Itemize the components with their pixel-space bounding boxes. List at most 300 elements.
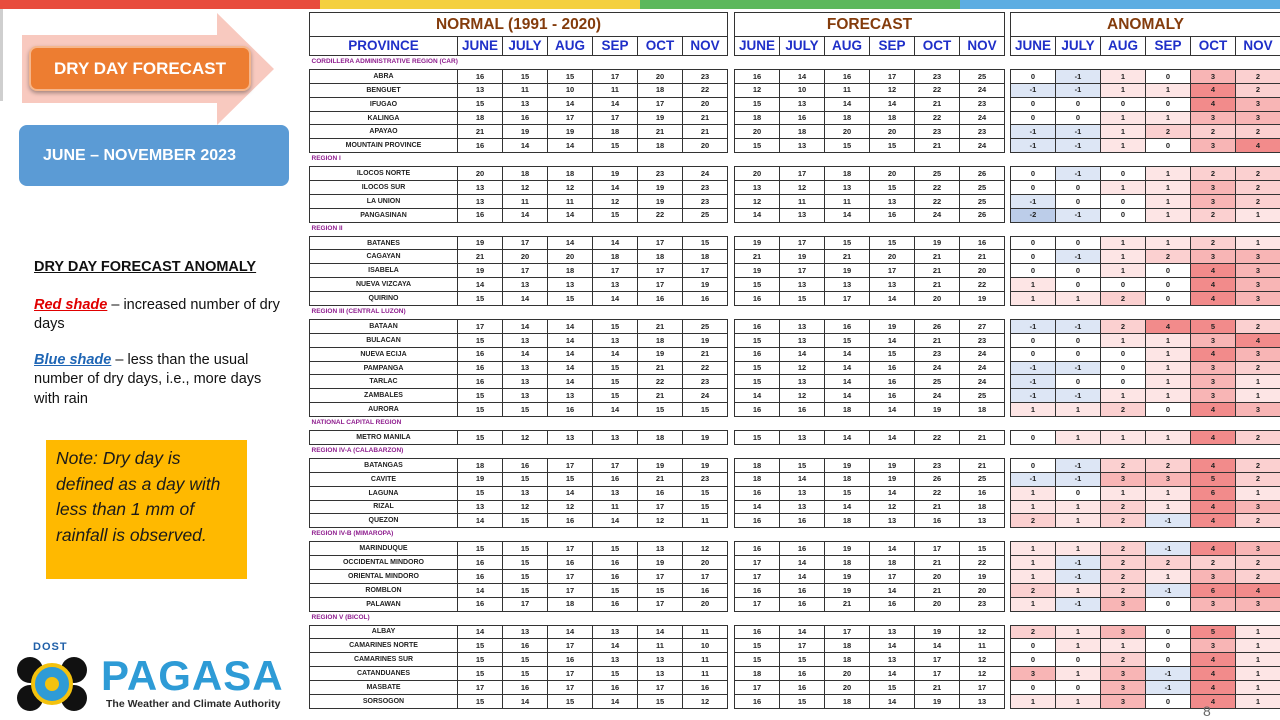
anomaly-value: 0 bbox=[1011, 639, 1056, 653]
table-row bbox=[310, 264, 728, 278]
table-row bbox=[735, 167, 1005, 181]
anomaly-value: 2 bbox=[1011, 514, 1056, 528]
normal-value: 12 bbox=[503, 431, 548, 445]
anomaly-value: 1 bbox=[1011, 403, 1056, 417]
forecast-value: 20 bbox=[825, 125, 870, 139]
normal-value: 15 bbox=[503, 569, 548, 583]
anomaly-value: 3 bbox=[1101, 625, 1146, 639]
table-row bbox=[735, 681, 1005, 695]
anomaly-value: 3 bbox=[1191, 181, 1236, 195]
anomaly-value: 1 bbox=[1056, 667, 1101, 681]
normal-value: 15 bbox=[503, 472, 548, 486]
normal-value: 14 bbox=[593, 347, 638, 361]
normal-value: 19 bbox=[503, 125, 548, 139]
table-row bbox=[310, 111, 728, 125]
normal-value: 11 bbox=[593, 83, 638, 97]
forecast-value: 17 bbox=[780, 167, 825, 181]
table-row bbox=[735, 403, 1005, 417]
normal-value: 17 bbox=[683, 264, 728, 278]
table-row bbox=[310, 556, 728, 570]
forecast-value: 24 bbox=[960, 347, 1005, 361]
table-row bbox=[735, 181, 1005, 195]
table-row bbox=[1011, 278, 1280, 292]
table-row bbox=[735, 236, 1005, 250]
normal-value: 16 bbox=[593, 556, 638, 570]
anomaly-value: 2 bbox=[1236, 472, 1280, 486]
top-color-bar bbox=[0, 0, 1280, 9]
anomaly-value: 3 bbox=[1236, 500, 1280, 514]
table-row bbox=[310, 681, 728, 695]
region-gap-row bbox=[735, 56, 1005, 70]
forecast-value: 15 bbox=[780, 694, 825, 708]
forecast-value: 20 bbox=[870, 167, 915, 181]
anomaly-value: 1 bbox=[1101, 181, 1146, 195]
anomaly-value: 0 bbox=[1056, 194, 1101, 208]
anomaly-value: -1 bbox=[1146, 542, 1191, 556]
forecast-value: 18 bbox=[825, 639, 870, 653]
forecast-value: 19 bbox=[780, 250, 825, 264]
normal-value: 21 bbox=[458, 250, 503, 264]
forecast-value: 24 bbox=[960, 139, 1005, 153]
normal-value: 16 bbox=[548, 403, 593, 417]
region-gap-cell bbox=[1011, 56, 1280, 70]
table-row bbox=[1011, 583, 1280, 597]
normal-value: 15 bbox=[593, 361, 638, 375]
anomaly-value: 2 bbox=[1236, 181, 1280, 195]
anomaly-value: 3 bbox=[1101, 694, 1146, 708]
normal-value: 15 bbox=[593, 542, 638, 556]
anomaly-value: 2 bbox=[1101, 653, 1146, 667]
forecast-value: 22 bbox=[915, 194, 960, 208]
anomaly-value: 0 bbox=[1101, 347, 1146, 361]
anomaly-value: 2 bbox=[1146, 556, 1191, 570]
normal-value: 12 bbox=[593, 194, 638, 208]
forecast-value: 13 bbox=[870, 514, 915, 528]
table-row bbox=[310, 569, 728, 583]
anomaly-value: 1 bbox=[1146, 236, 1191, 250]
forecast-value: 24 bbox=[915, 208, 960, 222]
normal-value: 20 bbox=[503, 250, 548, 264]
table-row bbox=[735, 97, 1005, 111]
normal-value: 18 bbox=[503, 167, 548, 181]
anomaly-value: 0 bbox=[1056, 181, 1101, 195]
normal-value: 19 bbox=[638, 181, 683, 195]
forecast-value: 17 bbox=[825, 292, 870, 306]
anomaly-value: 0 bbox=[1011, 347, 1056, 361]
normal-value: 14 bbox=[593, 694, 638, 708]
normal-value: 12 bbox=[503, 181, 548, 195]
normal-value: 15 bbox=[458, 653, 503, 667]
normal-value: 14 bbox=[503, 139, 548, 153]
anomaly-value: 3 bbox=[1191, 361, 1236, 375]
normal-value: 13 bbox=[458, 194, 503, 208]
table-row bbox=[735, 542, 1005, 556]
table-row bbox=[735, 597, 1005, 611]
normal-value: 11 bbox=[683, 514, 728, 528]
normal-value: 14 bbox=[548, 139, 593, 153]
forecast-value: 15 bbox=[780, 653, 825, 667]
forecast-value: 13 bbox=[735, 181, 780, 195]
normal-value: 17 bbox=[593, 111, 638, 125]
anomaly-value: 1 bbox=[1056, 403, 1101, 417]
forecast-value: 14 bbox=[780, 625, 825, 639]
forecast-value: 16 bbox=[870, 389, 915, 403]
forecast-value: 23 bbox=[960, 97, 1005, 111]
normal-value: 16 bbox=[503, 639, 548, 653]
forecast-value: 24 bbox=[960, 111, 1005, 125]
legend-red-term: Red shade bbox=[34, 296, 108, 313]
forecast-month-header: NOV bbox=[960, 37, 1005, 56]
normal-value: 13 bbox=[638, 542, 683, 556]
anomaly-value: 0 bbox=[1011, 167, 1056, 181]
forecast-value: 14 bbox=[780, 556, 825, 570]
anomaly-value: 1 bbox=[1146, 486, 1191, 500]
anomaly-value: 1 bbox=[1011, 292, 1056, 306]
normal-value: 15 bbox=[593, 319, 638, 333]
normal-value: 20 bbox=[458, 167, 503, 181]
forecast-value: 16 bbox=[735, 583, 780, 597]
forecast-value: 17 bbox=[960, 681, 1005, 695]
table-row bbox=[735, 139, 1005, 153]
normal-value: 13 bbox=[638, 653, 683, 667]
forecast-value: 19 bbox=[960, 569, 1005, 583]
anomaly-value: 0 bbox=[1011, 264, 1056, 278]
table-row bbox=[310, 500, 728, 514]
anomaly-value: 0 bbox=[1056, 486, 1101, 500]
forecast-value: 19 bbox=[870, 319, 915, 333]
anomaly-value: 3 bbox=[1101, 472, 1146, 486]
anomaly-value: 0 bbox=[1011, 431, 1056, 445]
anomaly-value: 2 bbox=[1236, 569, 1280, 583]
normal-value: 17 bbox=[638, 500, 683, 514]
forecast-value: 25 bbox=[960, 472, 1005, 486]
forecast-value: 18 bbox=[735, 458, 780, 472]
normal-value: 14 bbox=[638, 625, 683, 639]
table-row bbox=[310, 403, 728, 417]
normal-value: 15 bbox=[458, 97, 503, 111]
forecast-value: 19 bbox=[735, 236, 780, 250]
normal-value: 17 bbox=[503, 236, 548, 250]
forecast-value: 21 bbox=[915, 278, 960, 292]
table-row bbox=[310, 653, 728, 667]
forecast-value: 20 bbox=[960, 583, 1005, 597]
normal-value: 16 bbox=[458, 556, 503, 570]
anomaly-value: 2 bbox=[1011, 625, 1056, 639]
table-row bbox=[735, 458, 1005, 472]
forecast-value: 20 bbox=[735, 167, 780, 181]
table-row bbox=[310, 639, 728, 653]
forecast-value: 20 bbox=[825, 667, 870, 681]
forecast-value: 14 bbox=[825, 361, 870, 375]
region-gap-row bbox=[1011, 56, 1280, 70]
anomaly-value: 4 bbox=[1191, 458, 1236, 472]
forecast-value: 15 bbox=[780, 292, 825, 306]
anomaly-value: -1 bbox=[1146, 514, 1191, 528]
region-label: NATIONAL CAPITAL REGION bbox=[310, 417, 728, 431]
table-row bbox=[310, 431, 728, 445]
anomaly-value: 0 bbox=[1011, 181, 1056, 195]
anomaly-value: 1 bbox=[1236, 375, 1280, 389]
normal-value: 15 bbox=[458, 389, 503, 403]
forecast-value: 25 bbox=[960, 194, 1005, 208]
forecast-value: 18 bbox=[960, 500, 1005, 514]
anomaly-value: 1 bbox=[1056, 639, 1101, 653]
forecast-value: 14 bbox=[780, 569, 825, 583]
forecast-value: 16 bbox=[870, 361, 915, 375]
anomaly-value: 0 bbox=[1146, 278, 1191, 292]
normal-value: 17 bbox=[548, 542, 593, 556]
normal-value: 21 bbox=[683, 111, 728, 125]
province-name: BATAAN bbox=[310, 319, 458, 333]
normal-value: 11 bbox=[683, 625, 728, 639]
forecast-value: 15 bbox=[960, 542, 1005, 556]
forecast-value: 14 bbox=[735, 208, 780, 222]
anomaly-value: 2 bbox=[1191, 125, 1236, 139]
anomaly-value: 3 bbox=[1191, 389, 1236, 403]
forecast-value: 19 bbox=[960, 292, 1005, 306]
normal-value: 23 bbox=[683, 472, 728, 486]
anomaly-value: 4 bbox=[1191, 667, 1236, 681]
anomaly-value: 0 bbox=[1056, 653, 1101, 667]
forecast-value: 18 bbox=[870, 556, 915, 570]
forecast-value: 16 bbox=[780, 514, 825, 528]
normal-value: 17 bbox=[548, 569, 593, 583]
table-row bbox=[310, 250, 728, 264]
region-row bbox=[310, 153, 728, 167]
table-row bbox=[1011, 236, 1280, 250]
legend-blue-term: Blue shade bbox=[34, 351, 112, 368]
anomaly-value: 3 bbox=[1191, 139, 1236, 153]
anomaly-value: -1 bbox=[1056, 556, 1101, 570]
anomaly-value: 1 bbox=[1056, 292, 1101, 306]
forecast-value: 16 bbox=[870, 375, 915, 389]
normal-value: 20 bbox=[683, 97, 728, 111]
province-name: ISABELA bbox=[310, 264, 458, 278]
normal-value: 15 bbox=[503, 542, 548, 556]
normal-value: 16 bbox=[458, 139, 503, 153]
forecast-value: 13 bbox=[780, 97, 825, 111]
forecast-value: 21 bbox=[960, 250, 1005, 264]
province-name: PAMPANGA bbox=[310, 361, 458, 375]
province-name: OCCIDENTAL MINDORO bbox=[310, 556, 458, 570]
forecast-value: 24 bbox=[915, 361, 960, 375]
anomaly-value: 0 bbox=[1056, 333, 1101, 347]
anomaly-value: 2 bbox=[1191, 236, 1236, 250]
normal-title: NORMAL (1991 - 2020) bbox=[310, 13, 728, 37]
table-row bbox=[1011, 250, 1280, 264]
table-row bbox=[735, 556, 1005, 570]
normal-value: 18 bbox=[458, 111, 503, 125]
forecast-value: 16 bbox=[825, 69, 870, 83]
forecast-value: 15 bbox=[735, 333, 780, 347]
normal-value: 14 bbox=[548, 625, 593, 639]
anomaly-value: 4 bbox=[1191, 681, 1236, 695]
forecast-value: 15 bbox=[735, 278, 780, 292]
normal-value: 13 bbox=[458, 181, 503, 195]
anomaly-value: -1 bbox=[1011, 361, 1056, 375]
region-gap-row bbox=[1011, 528, 1280, 542]
normal-value: 17 bbox=[638, 569, 683, 583]
normal-value: 13 bbox=[458, 500, 503, 514]
anomaly-value: 2 bbox=[1236, 319, 1280, 333]
province-name: MARINDUQUE bbox=[310, 542, 458, 556]
forecast-value: 14 bbox=[735, 500, 780, 514]
province-name: METRO MANILA bbox=[310, 431, 458, 445]
anomaly-value: 1 bbox=[1101, 264, 1146, 278]
anomaly-value: 0 bbox=[1146, 139, 1191, 153]
anomaly-value: 1 bbox=[1236, 208, 1280, 222]
anomaly-value: 1 bbox=[1146, 389, 1191, 403]
anomaly-value: 1 bbox=[1011, 500, 1056, 514]
anomaly-value: 0 bbox=[1101, 278, 1146, 292]
normal-value: 22 bbox=[683, 361, 728, 375]
anomaly-value: 3 bbox=[1236, 97, 1280, 111]
normal-value: 14 bbox=[593, 514, 638, 528]
normal-value: 19 bbox=[638, 347, 683, 361]
table-row bbox=[735, 375, 1005, 389]
forecast-value: 15 bbox=[825, 139, 870, 153]
forecast-value: 16 bbox=[780, 667, 825, 681]
normal-value: 17 bbox=[638, 264, 683, 278]
table-row bbox=[1011, 694, 1280, 708]
forecast-value: 25 bbox=[960, 181, 1005, 195]
table-row bbox=[1011, 556, 1280, 570]
province-name: BATANGAS bbox=[310, 458, 458, 472]
anomaly-value: 2 bbox=[1236, 431, 1280, 445]
anomaly-value: 0 bbox=[1056, 236, 1101, 250]
normal-value: 24 bbox=[683, 167, 728, 181]
region-gap-row bbox=[735, 153, 1005, 167]
province-name: ORIENTAL MINDORO bbox=[310, 569, 458, 583]
forecast-value: 17 bbox=[870, 264, 915, 278]
table-row bbox=[735, 83, 1005, 97]
forecast-value: 16 bbox=[780, 597, 825, 611]
normal-value: 16 bbox=[503, 111, 548, 125]
normal-value: 13 bbox=[503, 625, 548, 639]
forecast-value: 16 bbox=[735, 486, 780, 500]
anomaly-value: -1 bbox=[1146, 583, 1191, 597]
forecast-value: 14 bbox=[870, 583, 915, 597]
forecast-value: 11 bbox=[960, 639, 1005, 653]
anomaly-value: 4 bbox=[1191, 278, 1236, 292]
normal-value: 17 bbox=[638, 97, 683, 111]
forecast-value: 14 bbox=[870, 292, 915, 306]
forecast-value: 21 bbox=[960, 431, 1005, 445]
anomaly-value: 1 bbox=[1146, 83, 1191, 97]
normal-value: 22 bbox=[638, 208, 683, 222]
normal-value: 19 bbox=[548, 125, 593, 139]
anomaly-value: -1 bbox=[1056, 208, 1101, 222]
table-row bbox=[1011, 347, 1280, 361]
normal-value: 17 bbox=[548, 111, 593, 125]
forecast-value: 17 bbox=[780, 264, 825, 278]
forecast-value: 13 bbox=[780, 139, 825, 153]
province-name: BENGUET bbox=[310, 83, 458, 97]
anomaly-value: 1 bbox=[1236, 694, 1280, 708]
normal-value: 15 bbox=[458, 486, 503, 500]
table-row bbox=[310, 375, 728, 389]
table-row bbox=[1011, 69, 1280, 83]
anomaly-value: 1 bbox=[1056, 583, 1101, 597]
normal-value: 14 bbox=[548, 375, 593, 389]
province-name: NUEVA ECIJA bbox=[310, 347, 458, 361]
anomaly-value: -1 bbox=[1146, 681, 1191, 695]
region-gap-row bbox=[1011, 222, 1280, 236]
table-row bbox=[1011, 542, 1280, 556]
forecast-table bbox=[734, 12, 1005, 709]
normal-value: 15 bbox=[458, 667, 503, 681]
legend-blue-entry bbox=[34, 351, 284, 410]
forecast-value: 12 bbox=[780, 181, 825, 195]
anomaly-value: -1 bbox=[1056, 597, 1101, 611]
forecast-value: 13 bbox=[870, 278, 915, 292]
anomaly-value: 1 bbox=[1236, 486, 1280, 500]
forecast-value: 23 bbox=[960, 333, 1005, 347]
table-row bbox=[735, 500, 1005, 514]
anomaly-value: 0 bbox=[1056, 111, 1101, 125]
anomaly-value: 3 bbox=[1191, 250, 1236, 264]
forecast-value: 21 bbox=[915, 333, 960, 347]
province-name: SORSOGON bbox=[310, 694, 458, 708]
table-row bbox=[1011, 458, 1280, 472]
normal-value: 19 bbox=[638, 194, 683, 208]
region-gap-cell bbox=[735, 153, 1005, 167]
anomaly-value: 0 bbox=[1056, 375, 1101, 389]
forecast-value: 26 bbox=[915, 319, 960, 333]
forecast-value: 21 bbox=[915, 97, 960, 111]
normal-value: 16 bbox=[548, 514, 593, 528]
forecast-value: 14 bbox=[825, 347, 870, 361]
province-name: CAMARINES SUR bbox=[310, 653, 458, 667]
logo-agency: DOST bbox=[33, 641, 68, 653]
anomaly-value: -2 bbox=[1011, 208, 1056, 222]
normal-value: 11 bbox=[503, 83, 548, 97]
region-gap-row bbox=[735, 222, 1005, 236]
anomaly-value: 0 bbox=[1146, 403, 1191, 417]
normal-value: 15 bbox=[683, 486, 728, 500]
normal-value: 18 bbox=[638, 83, 683, 97]
normal-value: 19 bbox=[593, 167, 638, 181]
forecast-value: 15 bbox=[825, 486, 870, 500]
table-row bbox=[310, 139, 728, 153]
anomaly-value: 0 bbox=[1146, 694, 1191, 708]
anomaly-value: 0 bbox=[1146, 97, 1191, 111]
region-label: REGION IV-A (CALABARZON) bbox=[310, 444, 728, 458]
anomaly-month-header: AUG bbox=[1101, 37, 1146, 56]
normal-value: 17 bbox=[638, 236, 683, 250]
anomaly-value: 3 bbox=[1191, 69, 1236, 83]
table-row bbox=[1011, 625, 1280, 639]
forecast-value: 14 bbox=[735, 389, 780, 403]
table-row bbox=[735, 514, 1005, 528]
anomaly-value: 1 bbox=[1056, 514, 1101, 528]
normal-value: 16 bbox=[458, 375, 503, 389]
forecast-title: FORECAST bbox=[735, 13, 1005, 37]
normal-value: 16 bbox=[548, 653, 593, 667]
normal-value: 18 bbox=[638, 139, 683, 153]
anomaly-value: 5 bbox=[1191, 319, 1236, 333]
forecast-value: 19 bbox=[825, 583, 870, 597]
forecast-value: 21 bbox=[825, 597, 870, 611]
forecast-value: 12 bbox=[960, 653, 1005, 667]
anomaly-value: 1 bbox=[1056, 542, 1101, 556]
forecast-value: 23 bbox=[915, 347, 960, 361]
table-row bbox=[1011, 514, 1280, 528]
table-row bbox=[735, 472, 1005, 486]
dry-day-forecast-button[interactable]: DRY DAY FORECAST bbox=[29, 46, 251, 91]
forecast-value: 22 bbox=[915, 83, 960, 97]
normal-value: 24 bbox=[683, 389, 728, 403]
